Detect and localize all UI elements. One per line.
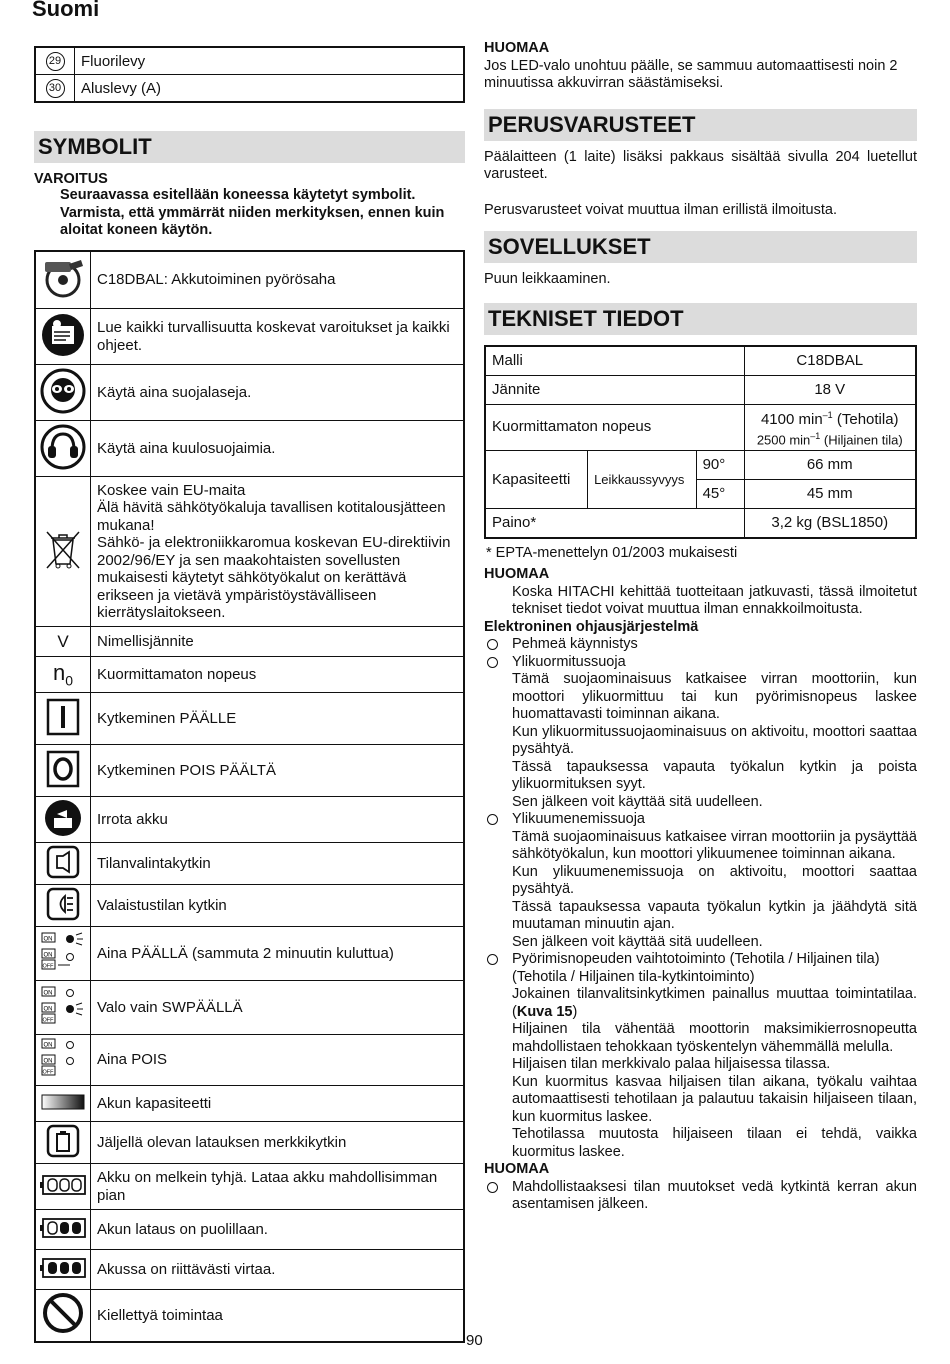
symbol-text: Aina PÄÄLLÄ (sammuta 2 minuutin kuluttua) <box>91 927 465 981</box>
spec-value: 66 mm <box>744 450 916 479</box>
spec-row <box>485 508 916 538</box>
symbol-row <box>35 1086 464 1122</box>
symbol-icon-cell <box>35 421 91 477</box>
speed-power-value: 4100 min <box>760 410 823 428</box>
symbol-icon-cell <box>35 1122 91 1164</box>
battery-empty-icon <box>39 1173 87 1197</box>
symbol-text: Aina POIS <box>91 1035 465 1086</box>
perusvarusteet-note: Perusvarusteet voivat muuttua ilman erillistä ilmoitusta. <box>484 201 837 218</box>
overload-item: Ylikuormitussuoja <box>484 654 917 672</box>
symbol-row <box>35 477 464 627</box>
speed-switch-text: Tehotilassa muutosta hiljaiseen tilaan ei tehdä, vaikka kuormitus laskee. <box>512 1126 917 1160</box>
note-title: HUOMAA <box>484 566 550 583</box>
figure-reference: Kuva 15 <box>516 1003 573 1020</box>
symbol-icon-cell <box>35 657 91 693</box>
speed-switch-text-part: Jokainen tilanvalitsinkytkimen painallus muuttaa toimintatilaa. ( <box>512 986 917 1020</box>
overload-text: Sen jälkeen voit käyttää sitä uudelleen. <box>512 793 763 810</box>
parts-row <box>35 75 464 103</box>
icon-on-label: ON <box>43 1058 53 1065</box>
overheat-text: Tässä tapauksessa vapauta työkalun kytkin ja jäähdytä sitä muutaman minuutin ajan. <box>512 898 917 933</box>
note-title: HUOMAA <box>484 1161 550 1178</box>
symbol-text: Valo vain SWPÄÄLLÄ <box>91 981 465 1035</box>
perusvarusteet-text: Päälaitteen (1 laite) lisäksi pakkaus sisältää sivulla 204 luetellut varusteet. <box>484 148 917 182</box>
spec-label: Kuormittamaton nopeus <box>485 404 744 450</box>
symbolit-heading: SYMBOLIT <box>34 131 465 163</box>
weee-bin-icon <box>43 528 83 572</box>
part-label: Fluorilevy <box>75 47 465 75</box>
remove-battery-icon <box>43 798 83 838</box>
symbol-text: Tilanvalintakytkin <box>91 843 465 885</box>
speed-switch-item: Pyörimisnopeuden vaihtotoiminto (Tehotila / Hiljainen tila) <box>484 951 917 969</box>
battery-indicator-switch-icon <box>45 1123 81 1159</box>
icon-off-label: OFF <box>42 1017 54 1023</box>
light-sw-on-icon <box>40 983 86 1029</box>
spec-angle: 90° <box>696 450 744 479</box>
symbol-row <box>35 627 464 657</box>
symbol-row <box>35 1122 464 1164</box>
icon-on-label: ON <box>43 952 53 958</box>
part-label: Aluslevy (A) <box>75 75 465 103</box>
speed-quiet-value: 2500 min <box>756 431 811 447</box>
part-number-cell <box>35 47 75 75</box>
part-number-cell <box>35 75 75 103</box>
note-item: Mahdollistaaksesi tilan muutokset vedä kytkintä kerran akun asentamisen jälkeen. <box>484 1179 917 1214</box>
symbol-icon-cell <box>35 745 91 797</box>
prohibited-icon <box>42 1292 84 1334</box>
symbol-row <box>35 981 464 1035</box>
safety-glasses-icon <box>40 368 86 414</box>
symbol-row <box>35 885 464 927</box>
symbol-row <box>35 251 464 309</box>
symbol-text: Valaistustilan kytkin <box>91 885 465 927</box>
symbol-icon-cell <box>35 693 91 745</box>
no-load-speed-subscript: 0 <box>65 672 74 689</box>
overload-text: Kun ylikuormitussuojaominaisuus on aktivoitu, moottori saattaa pysähtyä. <box>512 723 917 758</box>
symbol-row <box>35 365 464 421</box>
language-header: Suomi <box>32 0 100 21</box>
symbol-text: Koskee vain EU-maita Älä hävitä sähkötyökaluja tavallisen kotitalousjätteen mukana! Sähkö- ja elektroniikkaromua koskevan EU-direktiivin 2002/96/EY ja sen maakohtaisten sovellusten mukaisesti käytetyt sähkötyökalut on kerättävä erikseen ja vietävä ympäristöystävälliseen kierrätyslaitokseen. <box>91 477 465 627</box>
speed-switch-text <box>484 986 917 1021</box>
symbol-icon-cell <box>35 927 91 981</box>
right-column <box>484 40 917 1214</box>
symbol-row <box>35 1290 464 1342</box>
spec-value: 45 mm <box>744 479 916 508</box>
symbol-icon-cell <box>35 1210 91 1250</box>
spec-row <box>485 375 916 404</box>
spec-row <box>485 404 916 450</box>
symbol-row <box>35 797 464 843</box>
spec-footnote: * EPTA-menettelyn 01/2003 mukaisesti <box>486 544 738 561</box>
part-number: 29 <box>46 52 65 71</box>
spec-value: 3,2 kg (BSL1850) <box>744 508 916 538</box>
battery-half-icon <box>39 1216 87 1240</box>
symbol-icon-cell <box>35 251 91 309</box>
symbol-text: Käytä aina suojalaseja. <box>91 365 465 421</box>
speed-switch-text: Hiljainen tila vähentää moottorin maksimikierrosnopeutta mahdollistaen tehokkaan työskentelyn vähemmällä melulla. <box>512 1021 917 1055</box>
symbol-row <box>35 421 464 477</box>
battery-capacity-icon <box>40 1092 86 1112</box>
symbol-text: Akun lataus on puolillaan. <box>91 1210 465 1250</box>
symbol-icon-cell <box>35 843 91 885</box>
symbol-icon-cell <box>35 1290 91 1342</box>
part-number: 30 <box>46 79 65 98</box>
symbol-icon-cell <box>35 797 91 843</box>
switch-on-icon <box>45 697 81 737</box>
symbol-text: Akun kapasiteetti <box>91 1086 465 1122</box>
note-text: Jos LED-valo unohtuu päälle, se sammuu automaattisesti noin 2 minuutissa akkuvirran säästämiseksi. <box>484 57 898 91</box>
speed-quiet <box>747 428 913 448</box>
light-off-icon <box>40 1035 86 1081</box>
tekniset-tiedot-heading: TEKNISET TIEDOT <box>484 303 917 335</box>
spec-row <box>485 346 916 376</box>
light-switch-icon <box>45 886 81 922</box>
symbol-icon-cell <box>35 885 91 927</box>
note-text: Koska HITACHI kehittää tuotteitaan jatkuvasti, tässä ilmoitetut tekniset tiedot voivat muuttua ilman ennakkoilmoitusta. <box>512 583 917 618</box>
icon-off-label: OFF <box>42 1069 54 1076</box>
spec-row <box>485 450 916 479</box>
symbol-icon-cell <box>35 1250 91 1290</box>
spec-value: C18DBAL <box>744 346 916 376</box>
sovellukset-text: Puun leikkaaminen. <box>484 271 611 287</box>
note-title: HUOMAA <box>484 40 550 56</box>
symbol-text: Akku on melkein tyhjä. Lataa akku mahdollisimman pian <box>91 1164 465 1210</box>
symbol-table <box>34 250 465 1343</box>
symbol-text: C18DBAL: Akkutoiminen pyörösaha <box>91 251 465 309</box>
switch-off-icon <box>45 749 81 789</box>
page-number: 90 <box>466 1332 483 1349</box>
warning-text: Seuraavassa esitellään koneessa käytetyt symbolit. Varmista, että ymmärrät niiden merkityksen, ennen kuin aloitat koneen käytön. <box>60 187 445 238</box>
spec-angle: 45° <box>696 479 744 508</box>
warning-title: VAROITUS <box>34 171 108 187</box>
symbol-row <box>35 309 464 365</box>
spec-label: Paino* <box>485 508 744 538</box>
symbol-text: Irrota akku <box>91 797 465 843</box>
soft-start-item: Pehmeä käynnistys <box>484 636 917 654</box>
symbol-icon-cell <box>35 1086 91 1122</box>
icon-on-label: ON <box>43 990 53 996</box>
circular-saw-icon <box>39 254 87 302</box>
symbol-row <box>35 693 464 745</box>
no-load-speed-symbol: n <box>52 660 66 686</box>
symbol-row <box>35 843 464 885</box>
speed-quiet-mode: (Hiljainen tila) <box>820 431 903 447</box>
voltage-symbol: V <box>35 627 91 657</box>
symbol-icon-cell <box>35 365 91 421</box>
symbol-icon-cell <box>35 309 91 365</box>
icon-on-label: ON <box>43 936 53 942</box>
spec-label: Kapasiteetti <box>485 450 588 508</box>
symbol-text: Kuormittamaton nopeus <box>91 657 465 693</box>
parts-row <box>35 47 464 75</box>
mode-switch-icon <box>45 844 81 880</box>
speed-unit-exponent: –1 <box>810 430 821 441</box>
read-manual-icon <box>40 312 86 358</box>
symbol-row <box>35 927 464 981</box>
symbol-text: Kytkeminen POIS PÄÄLTÄ <box>91 745 465 797</box>
symbol-row <box>35 657 464 693</box>
speed-power <box>747 407 913 428</box>
electronics-heading: Elektroninen ohjausjärjestelmä <box>484 618 699 635</box>
overload-text: Tämä suojaominaisuus katkaisee virran moottoriin, kun moottori ylikuormittuu tai kun pyörimisnopeus laskee huomattavasti toiminnan aikana. <box>512 671 917 723</box>
symbol-row <box>35 1035 464 1086</box>
symbol-text: Nimellisjännite <box>91 627 465 657</box>
symbol-row <box>35 1210 464 1250</box>
perusvarusteet-heading: PERUSVARUSTEET <box>484 109 917 141</box>
speed-switch-text: (Tehotila / Hiljainen tila-kytkintoiminto) <box>512 968 755 985</box>
overheat-text: Tämä suojaominaisuus katkaisee virran moottoriin ja pysäyttää sähkötyökalun, kun moottori ylikuumenee toiminnan aikana. <box>512 828 917 863</box>
spec-value: 18 V <box>744 375 916 404</box>
battery-full-icon <box>39 1256 87 1280</box>
spec-sublabel: Leikkaussyvyys <box>588 450 697 508</box>
overheat-text: Sen jälkeen voit käyttää sitä uudelleen. <box>512 933 763 950</box>
spec-table <box>484 345 917 539</box>
symbol-text: Kytkeminen PÄÄLLE <box>91 693 465 745</box>
sovellukset-heading: SOVELLUKSET <box>484 231 917 263</box>
overheat-text: Kun ylikuumenemissuoja on aktivoitu, moottori saattaa pysähtyä. <box>512 863 917 898</box>
spec-label: Jännite <box>485 375 744 404</box>
icon-on-label: ON <box>43 1006 53 1012</box>
symbol-icon-cell <box>35 1164 91 1210</box>
symbol-row <box>35 1250 464 1290</box>
parts-list <box>34 46 465 103</box>
symbol-text: Käytä aina kuulosuojaimia. <box>91 421 465 477</box>
left-column <box>34 46 465 1343</box>
icon-on-label: ON <box>43 1042 53 1049</box>
symbol-icon-cell <box>35 477 91 627</box>
speed-power-mode: (Tehotila) <box>832 410 899 428</box>
symbol-text: Jäljellä olevan latauksen merkkikytkin <box>91 1122 465 1164</box>
symbol-row <box>35 745 464 797</box>
spec-label: Malli <box>485 346 744 376</box>
icon-off-label: OFF <box>42 963 54 969</box>
overload-text: Tässä tapauksessa vapauta työkalun kytkin ja poista ylikuormituksen syyt. <box>512 758 917 793</box>
ear-protection-icon <box>40 424 86 470</box>
speed-switch-text: Hiljaisen tilan merkkivalo palaa hiljaisessa tilassa. <box>512 1056 831 1073</box>
spec-value <box>744 404 916 450</box>
symbol-icon-cell <box>35 981 91 1035</box>
speed-unit-exponent: –1 <box>822 409 833 420</box>
speed-switch-text: Kun kuormitus kasvaa hiljaisen tilan aikana, työkalu vaihtaa automaattisesti tehotilaan ja palautuu takaisin hiljaiseen tilaan, kun kuormitus laskee. <box>512 1073 917 1125</box>
light-on-icon <box>40 929 86 975</box>
symbol-text: Lue kaikki turvallisuutta koskevat varoitukset ja kaikki ohjeet. <box>91 309 465 365</box>
symbol-row <box>35 1164 464 1210</box>
symbol-text: Kiellettyä toimintaa <box>91 1290 465 1342</box>
symbol-text: Akussa on riittävästi virtaa. <box>91 1250 465 1290</box>
overheat-item: Ylikuumenemissuoja <box>484 811 917 829</box>
symbol-icon-cell <box>35 1035 91 1086</box>
speed-switch-text-part: ) <box>572 1003 578 1020</box>
